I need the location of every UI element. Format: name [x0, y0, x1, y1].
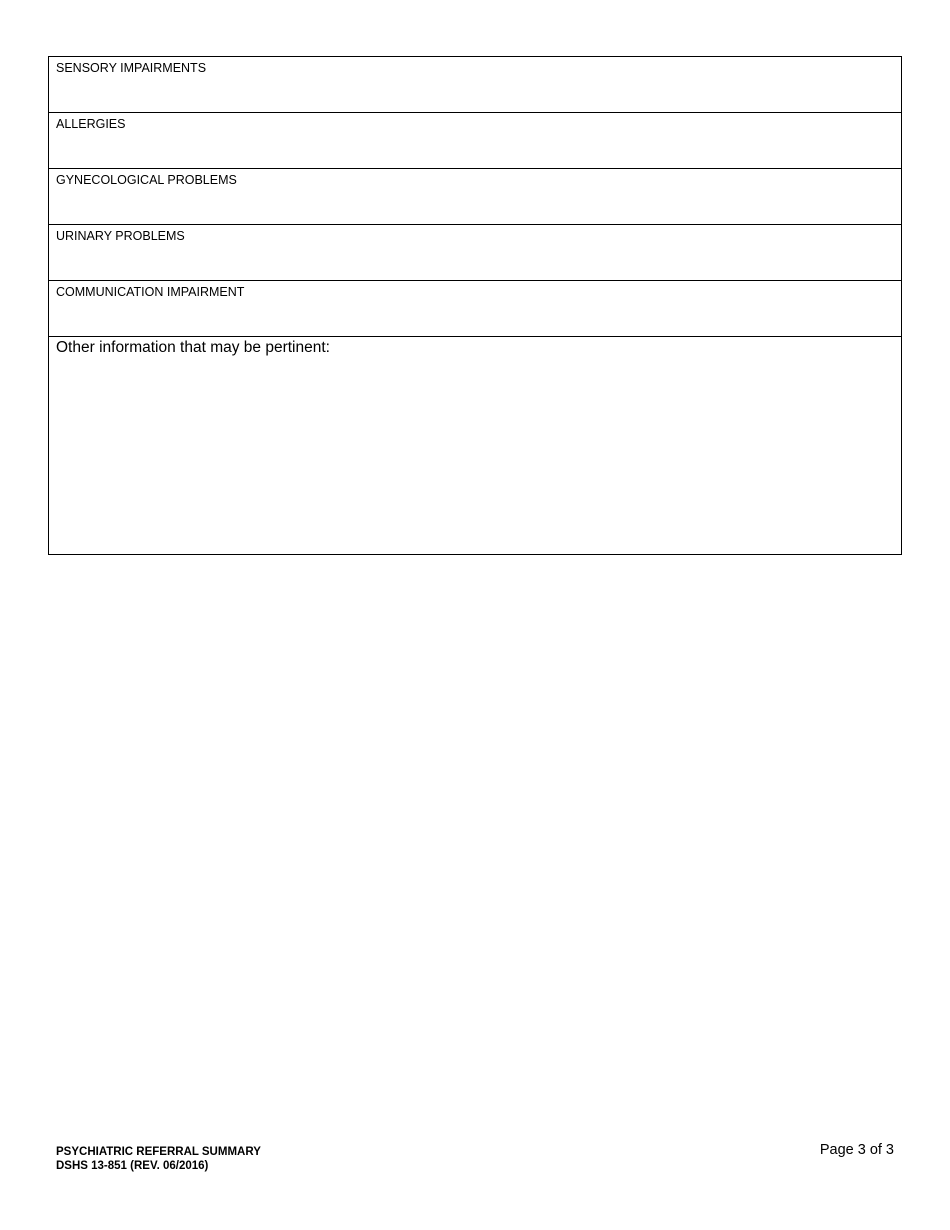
- allergies-input[interactable]: [56, 135, 894, 164]
- sensory-impairments-input[interactable]: [56, 79, 894, 108]
- form-footer: [56, 1145, 261, 1173]
- urinary-problems-field[interactable]: [49, 225, 901, 281]
- sensory-impairments-field[interactable]: [49, 57, 901, 113]
- urinary-problems-label: URINARY PROBLEMS: [56, 229, 185, 243]
- form-title: PSYCHIATRIC REFERRAL SUMMARY: [56, 1146, 261, 1158]
- other-information-label: Other information that may be pertinent:: [56, 339, 330, 356]
- allergies-field[interactable]: [49, 113, 901, 169]
- communication-impairment-label: COMMUNICATION IMPAIRMENT: [56, 285, 245, 299]
- gynecological-problems-field[interactable]: [49, 169, 901, 225]
- communication-impairment-input[interactable]: [56, 303, 894, 332]
- communication-impairment-field[interactable]: [49, 281, 901, 337]
- other-information-textarea[interactable]: [56, 361, 894, 548]
- gynecological-problems-input[interactable]: [56, 191, 894, 220]
- page-indicator: Page 3 of 3: [819, 1142, 894, 1158]
- referral-form-table: [48, 56, 902, 555]
- gynecological-problems-label: GYNECOLOGICAL PROBLEMS: [56, 173, 237, 187]
- urinary-problems-input[interactable]: [56, 247, 894, 276]
- sensory-impairments-label: SENSORY IMPAIRMENTS: [56, 61, 207, 75]
- form-number: DSHS 13-851 (REV. 06/2016): [56, 1160, 209, 1172]
- allergies-label: ALLERGIES: [56, 117, 126, 131]
- other-information-field[interactable]: [49, 337, 901, 554]
